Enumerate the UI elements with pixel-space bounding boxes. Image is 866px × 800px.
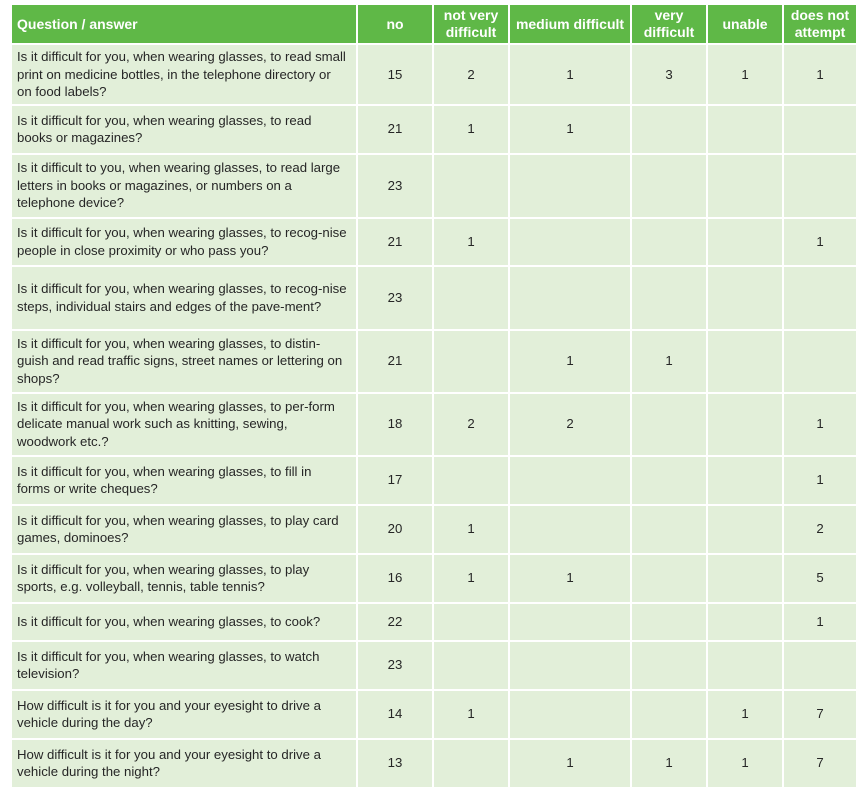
value-no: 18: [358, 394, 432, 455]
value-does-not-attempt: 2: [784, 506, 856, 553]
value-does-not-attempt: 1: [784, 45, 856, 104]
value-no: 22: [358, 604, 432, 640]
value-very-difficult: [632, 642, 706, 689]
value-no: 23: [358, 267, 432, 329]
table-row: [12, 691, 856, 738]
table-row: [12, 106, 856, 153]
question-cell: Is it difficult for you, when wearing glasses, to play card games, dominoes?: [12, 506, 356, 553]
value-not-very-difficult: [434, 642, 508, 689]
value-medium-difficult: [510, 604, 630, 640]
value-does-not-attempt: 7: [784, 691, 856, 738]
question-cell: Is it difficult for you, when wearing glasses, to read books or magazines?: [12, 106, 356, 153]
value-very-difficult: [632, 106, 706, 153]
value-not-very-difficult: 1: [434, 219, 508, 265]
question-cell: Is it difficult for you, when wearing glasses, to recog-nise people in close proximity or who pass you?: [12, 219, 356, 265]
table-row: [12, 267, 856, 329]
value-unable: [708, 506, 782, 553]
value-unable: [708, 331, 782, 392]
question-cell: How difficult is it for you and your eyesight to drive a vehicle during the night?: [12, 740, 356, 787]
value-not-very-difficult: 1: [434, 106, 508, 153]
header-question-answer: Question / answer: [12, 5, 356, 43]
survey-table: [10, 3, 858, 789]
question-cell: Is it difficult for you, when wearing glasses, to fill in forms or write cheques?: [12, 457, 356, 504]
value-not-very-difficult: [434, 155, 508, 217]
question-cell: Is it difficult for you, when wearing glasses, to watch television?: [12, 642, 356, 689]
value-very-difficult: [632, 604, 706, 640]
value-unable: 1: [708, 691, 782, 738]
value-very-difficult: [632, 155, 706, 217]
value-very-difficult: [632, 691, 706, 738]
table-row: [12, 394, 856, 455]
table-row: [12, 506, 856, 553]
value-not-very-difficult: 2: [434, 394, 508, 455]
value-not-very-difficult: [434, 331, 508, 392]
question-cell: Is it difficult for you, when wearing glasses, to play sports, e.g. volleyball, tennis, table tennis?: [12, 555, 356, 602]
value-not-very-difficult: [434, 267, 508, 329]
value-not-very-difficult: [434, 604, 508, 640]
header-not-very-difficult: not very difficult: [434, 5, 508, 43]
value-unable: [708, 555, 782, 602]
value-does-not-attempt: [784, 267, 856, 329]
survey-table-container: [10, 3, 858, 789]
value-no: 14: [358, 691, 432, 738]
value-not-very-difficult: 1: [434, 691, 508, 738]
value-very-difficult: 1: [632, 331, 706, 392]
table-row: [12, 331, 856, 392]
table-row: [12, 457, 856, 504]
table-row: [12, 604, 856, 640]
value-medium-difficult: 1: [510, 555, 630, 602]
table-row: [12, 155, 856, 217]
value-does-not-attempt: 7: [784, 740, 856, 787]
value-does-not-attempt: 1: [784, 219, 856, 265]
table-row: [12, 219, 856, 265]
value-medium-difficult: 2: [510, 394, 630, 455]
value-does-not-attempt: [784, 155, 856, 217]
value-no: 13: [358, 740, 432, 787]
value-very-difficult: 3: [632, 45, 706, 104]
value-very-difficult: 1: [632, 740, 706, 787]
value-not-very-difficult: 1: [434, 555, 508, 602]
value-no: 21: [358, 106, 432, 153]
value-does-not-attempt: [784, 331, 856, 392]
value-no: 20: [358, 506, 432, 553]
value-very-difficult: [632, 267, 706, 329]
value-no: 17: [358, 457, 432, 504]
value-unable: [708, 267, 782, 329]
value-medium-difficult: 1: [510, 740, 630, 787]
value-no: 23: [358, 642, 432, 689]
value-does-not-attempt: [784, 642, 856, 689]
table-row: [12, 555, 856, 602]
value-unable: 1: [708, 45, 782, 104]
value-does-not-attempt: 1: [784, 457, 856, 504]
value-does-not-attempt: 1: [784, 604, 856, 640]
value-very-difficult: [632, 219, 706, 265]
question-cell: Is it difficult for you, when wearing glasses, to cook?: [12, 604, 356, 640]
value-not-very-difficult: 1: [434, 506, 508, 553]
value-unable: [708, 604, 782, 640]
value-medium-difficult: [510, 506, 630, 553]
question-cell: Is it difficult for you, when wearing glasses, to per-form delicate manual work such as knitting, sewing, woodwork etc.?: [12, 394, 356, 455]
table-row: [12, 740, 856, 787]
value-very-difficult: [632, 506, 706, 553]
value-unable: [708, 642, 782, 689]
value-unable: [708, 106, 782, 153]
value-no: 15: [358, 45, 432, 104]
header-does-not-attempt: does not attempt: [784, 5, 856, 43]
value-unable: 1: [708, 740, 782, 787]
value-no: 21: [358, 331, 432, 392]
value-medium-difficult: [510, 642, 630, 689]
value-medium-difficult: [510, 691, 630, 738]
value-unable: [708, 457, 782, 504]
value-medium-difficult: 1: [510, 331, 630, 392]
value-very-difficult: [632, 555, 706, 602]
question-cell: Is it difficult for you, when wearing glasses, to read small print on medicine bottles, in the telephone directory or on food labels?: [12, 45, 356, 104]
table-row: [12, 642, 856, 689]
value-unable: [708, 219, 782, 265]
value-unable: [708, 155, 782, 217]
value-not-very-difficult: 2: [434, 45, 508, 104]
value-medium-difficult: [510, 155, 630, 217]
header-very-difficult: very difficult: [632, 5, 706, 43]
question-cell: Is it difficult to you, when wearing glasses, to read large letters in books or magazines, or numbers on a telephone device?: [12, 155, 356, 217]
value-does-not-attempt: [784, 106, 856, 153]
header-medium-difficult: medium difficult: [510, 5, 630, 43]
value-no: 16: [358, 555, 432, 602]
table-header-row: [12, 5, 856, 43]
value-medium-difficult: 1: [510, 45, 630, 104]
value-no: 23: [358, 155, 432, 217]
value-medium-difficult: 1: [510, 106, 630, 153]
value-does-not-attempt: 5: [784, 555, 856, 602]
question-cell: Is it difficult for you, when wearing glasses, to recog-nise steps, individual stairs and edges of the pave-ment?: [12, 267, 356, 329]
value-very-difficult: [632, 394, 706, 455]
question-cell: How difficult is it for you and your eyesight to drive a vehicle during the day?: [12, 691, 356, 738]
value-not-very-difficult: [434, 740, 508, 787]
value-medium-difficult: [510, 267, 630, 329]
value-medium-difficult: [510, 457, 630, 504]
value-unable: [708, 394, 782, 455]
table-row: [12, 45, 856, 104]
value-no: 21: [358, 219, 432, 265]
value-not-very-difficult: [434, 457, 508, 504]
header-unable: unable: [708, 5, 782, 43]
value-very-difficult: [632, 457, 706, 504]
question-cell: Is it difficult for you, when wearing glasses, to distin-guish and read traffic signs, street names or lettering on shops?: [12, 331, 356, 392]
value-medium-difficult: [510, 219, 630, 265]
value-does-not-attempt: 1: [784, 394, 856, 455]
header-no: no: [358, 5, 432, 43]
